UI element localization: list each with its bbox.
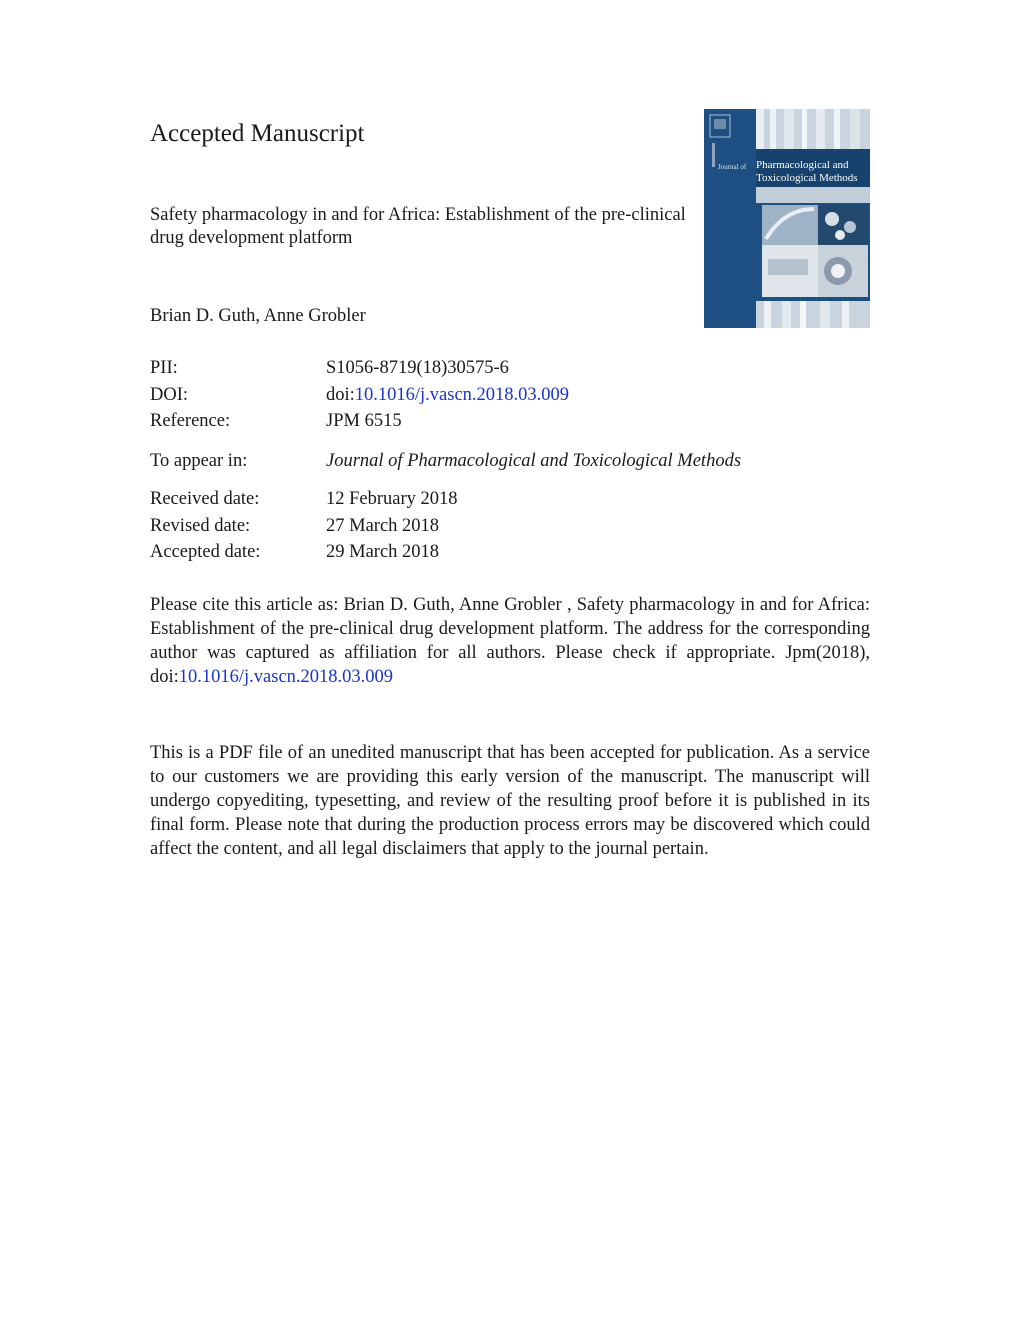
journal-cover-image <box>704 109 870 328</box>
citation-doi-link[interactable]: 10.1016/j.vascn.2018.03.009 <box>178 667 394 687</box>
cover-journal-prefix: Journal of <box>718 163 747 171</box>
cover-journal-name-line1: Pharmacological and <box>756 159 849 171</box>
revised-date-value: 27 March 2018 <box>326 516 440 536</box>
received-date-value: 12 February 2018 <box>326 489 458 509</box>
appear-in-label: To appear in: <box>150 451 248 471</box>
accepted-date-value: 29 March 2018 <box>326 542 440 562</box>
received-date-label: Received date: <box>150 489 260 509</box>
page-heading: Accepted Manuscript <box>150 120 365 147</box>
citation-text: Please cite this article as: Brian D. Guth, Anne Grobler , Safety pharmacology in and for Africa: Establishment of the pre-clinical drug development platform. The address for the corresponding author was captured as affiliation for all authors. Please check if appropriate. Jpm(2018), doi: <box>150 595 870 687</box>
reference-value: JPM 6515 <box>326 411 402 431</box>
journal-cover-graphic <box>704 109 870 328</box>
appear-in-value: Journal of Pharmacological and Toxicological Methods <box>326 451 742 471</box>
pii-value: S1056-8719(18)30575-6 <box>326 358 509 378</box>
pii-label: PII: <box>150 358 178 378</box>
reference-label: Reference: <box>150 411 231 431</box>
doi-link[interactable]: 10.1016/j.vascn.2018.03.009 <box>354 385 570 405</box>
revised-date-label: Revised date: <box>150 516 251 536</box>
doi-label: DOI: <box>150 385 189 405</box>
doi-prefix: doi: <box>326 385 355 405</box>
cover-journal-name-line2: Toxicological Methods <box>756 172 858 184</box>
accepted-date-label: Accepted date: <box>150 542 261 562</box>
doi-value-wrap <box>326 383 569 407</box>
disclaimer-paragraph: This is a PDF file of an unedited manuscript that has been accepted for publication. As a service to our customers we are providing this early version of the manuscript. The manuscript will undergo copyediting, typesetting, and review of the resulting proof before it is published in its final form. Please note that during the production process errors may be discovered which could affect the content, and all legal disclaimers that apply to the journal pertain. <box>150 743 870 859</box>
article-title: Safety pharmacology in and for Africa: Establishment of the pre-clinical drug development platform <box>150 205 686 248</box>
citation-paragraph <box>150 593 870 689</box>
article-authors: Brian D. Guth, Anne Grobler <box>150 306 366 326</box>
